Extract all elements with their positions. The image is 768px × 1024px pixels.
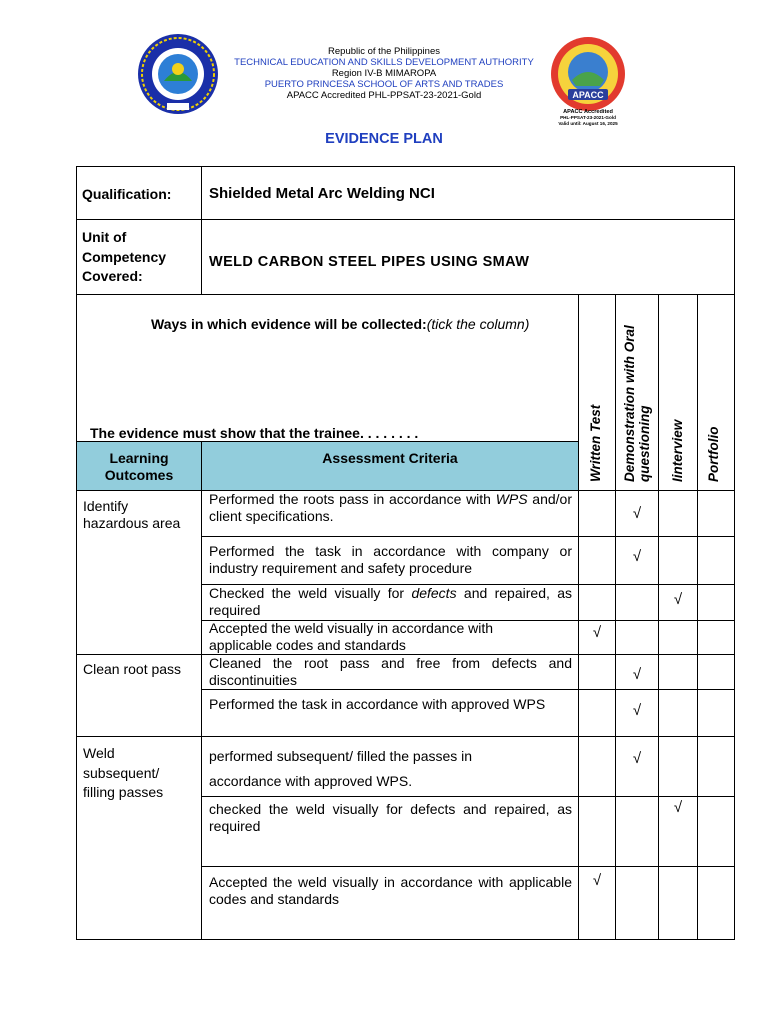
unit-label xyxy=(82,228,166,287)
criterion-1 xyxy=(209,491,572,525)
header-line-2: TECHNICAL EDUCATION AND SKILLS DEVELOPMENT AUTHORITY xyxy=(234,57,534,68)
col-demo-2: questioning xyxy=(637,405,652,482)
apacc-caption-2: PHL-PPSAT-23-2021-Gold xyxy=(560,115,616,121)
criterion-9: Accepted the weld visually in accordance with applicable codes and standards xyxy=(209,874,572,907)
page-title: EVIDENCE PLAN xyxy=(325,131,443,147)
unit-label-2: Competency xyxy=(82,248,167,265)
ways-text xyxy=(151,316,529,333)
tick-row-7: √ xyxy=(632,750,642,767)
tick-row-8: √ xyxy=(673,799,683,816)
criterion-5: Cleaned the root pass and free from defects and discontinuities xyxy=(209,655,572,688)
criterion-6: Performed the task in accordance with approved WPS xyxy=(209,696,546,712)
document-header xyxy=(0,46,768,101)
unit-label-1: Unit of xyxy=(82,229,127,245)
apacc-caption-3: Valid until: August 16, 2025 xyxy=(558,120,618,126)
apacc-caption-1: APACC Accredited xyxy=(563,109,613,115)
tick-row-2: √ xyxy=(632,548,642,565)
ways-label: Ways in which evidence will be collected: xyxy=(151,316,427,332)
criterion-1-em: WPS xyxy=(495,491,528,507)
unit-value: WELD CARBON STEEL PIPES USING SMAW xyxy=(209,254,530,270)
tick-row-1: √ xyxy=(632,505,642,522)
criterion-1-post: and/or client specifications. xyxy=(209,491,572,524)
tick-row-6: √ xyxy=(632,702,642,719)
col-demo-1: Demonstration with Oral xyxy=(622,325,637,482)
criterion-7-line-2: accordance with approved WPS. xyxy=(209,773,413,789)
criterion-1-pre: Performed the roots pass in accordance with xyxy=(209,491,496,507)
outcome-3-line-3: filling passes xyxy=(83,784,164,800)
qualification-label: Qualification: xyxy=(82,186,172,202)
tick-row-9: √ xyxy=(592,872,602,889)
header-line-5: APACC Accredited PHL-PPSAT-23-2021-Gold xyxy=(286,90,482,101)
criterion-8: checked the weld visually for defects and repaired, as required xyxy=(209,801,572,834)
unit-label-3: Covered: xyxy=(82,268,143,284)
header-line-1: Republic of the Philippines xyxy=(328,46,440,57)
tick-row-4: √ xyxy=(592,624,602,641)
tick-row-5: √ xyxy=(632,666,642,683)
evidence-intro: The evidence must show that the trainee. . . . . . . . xyxy=(90,425,419,441)
tick-row-3: √ xyxy=(673,591,683,608)
outcome-weld-subsequent xyxy=(83,744,163,803)
apacc-logo-text: APACC xyxy=(572,90,604,100)
criterion-2: Performed the task in accordance with company or industry requirement and safety procedure xyxy=(209,543,572,576)
outcome-identify-hazardous-area xyxy=(83,498,180,532)
outcome-1-line-1: Identify xyxy=(83,498,129,514)
criterion-3 xyxy=(209,585,572,619)
header-line-4: PUERTO PRINCESA SCHOOL OF ARTS AND TRADES xyxy=(264,79,504,90)
criterion-4: Accepted the weld visually in accordance with applicable codes and standards xyxy=(209,620,494,653)
outcome-1-line-2: hazardous area xyxy=(83,515,181,531)
apacc-caption xyxy=(540,110,636,126)
outcome-clean-root-pass: Clean root pass xyxy=(83,661,182,677)
col-learning-outcomes xyxy=(77,450,201,484)
criterion-3-em: defects xyxy=(411,585,457,601)
col-assessment-criteria: Assessment Criteria xyxy=(322,450,458,466)
col-written-test: Written Test xyxy=(588,404,603,482)
col-lo-2: Outcomes xyxy=(104,467,174,483)
col-demonstration xyxy=(622,312,656,482)
criterion-3-post: and repaired, as required xyxy=(209,585,572,618)
outcome-3-line-1: Weld xyxy=(83,745,115,761)
qualification-value: Shielded Metal Arc Welding NCI xyxy=(209,185,435,202)
col-interview: Iinterview xyxy=(670,419,685,482)
col-portfolio: Portfolio xyxy=(706,426,721,482)
outcome-3-line-2: subsequent/ xyxy=(83,764,160,781)
tick-note: (tick the column) xyxy=(426,316,530,332)
criterion-3-pre: Checked the weld visually for xyxy=(209,585,412,601)
header-line-3: Region IV-B MIMAROPA xyxy=(331,68,437,79)
criterion-7 xyxy=(209,744,472,794)
criterion-7-line-1: performed subsequent/ filled the passes in xyxy=(209,748,473,764)
col-lo-1: Learning xyxy=(109,450,169,466)
